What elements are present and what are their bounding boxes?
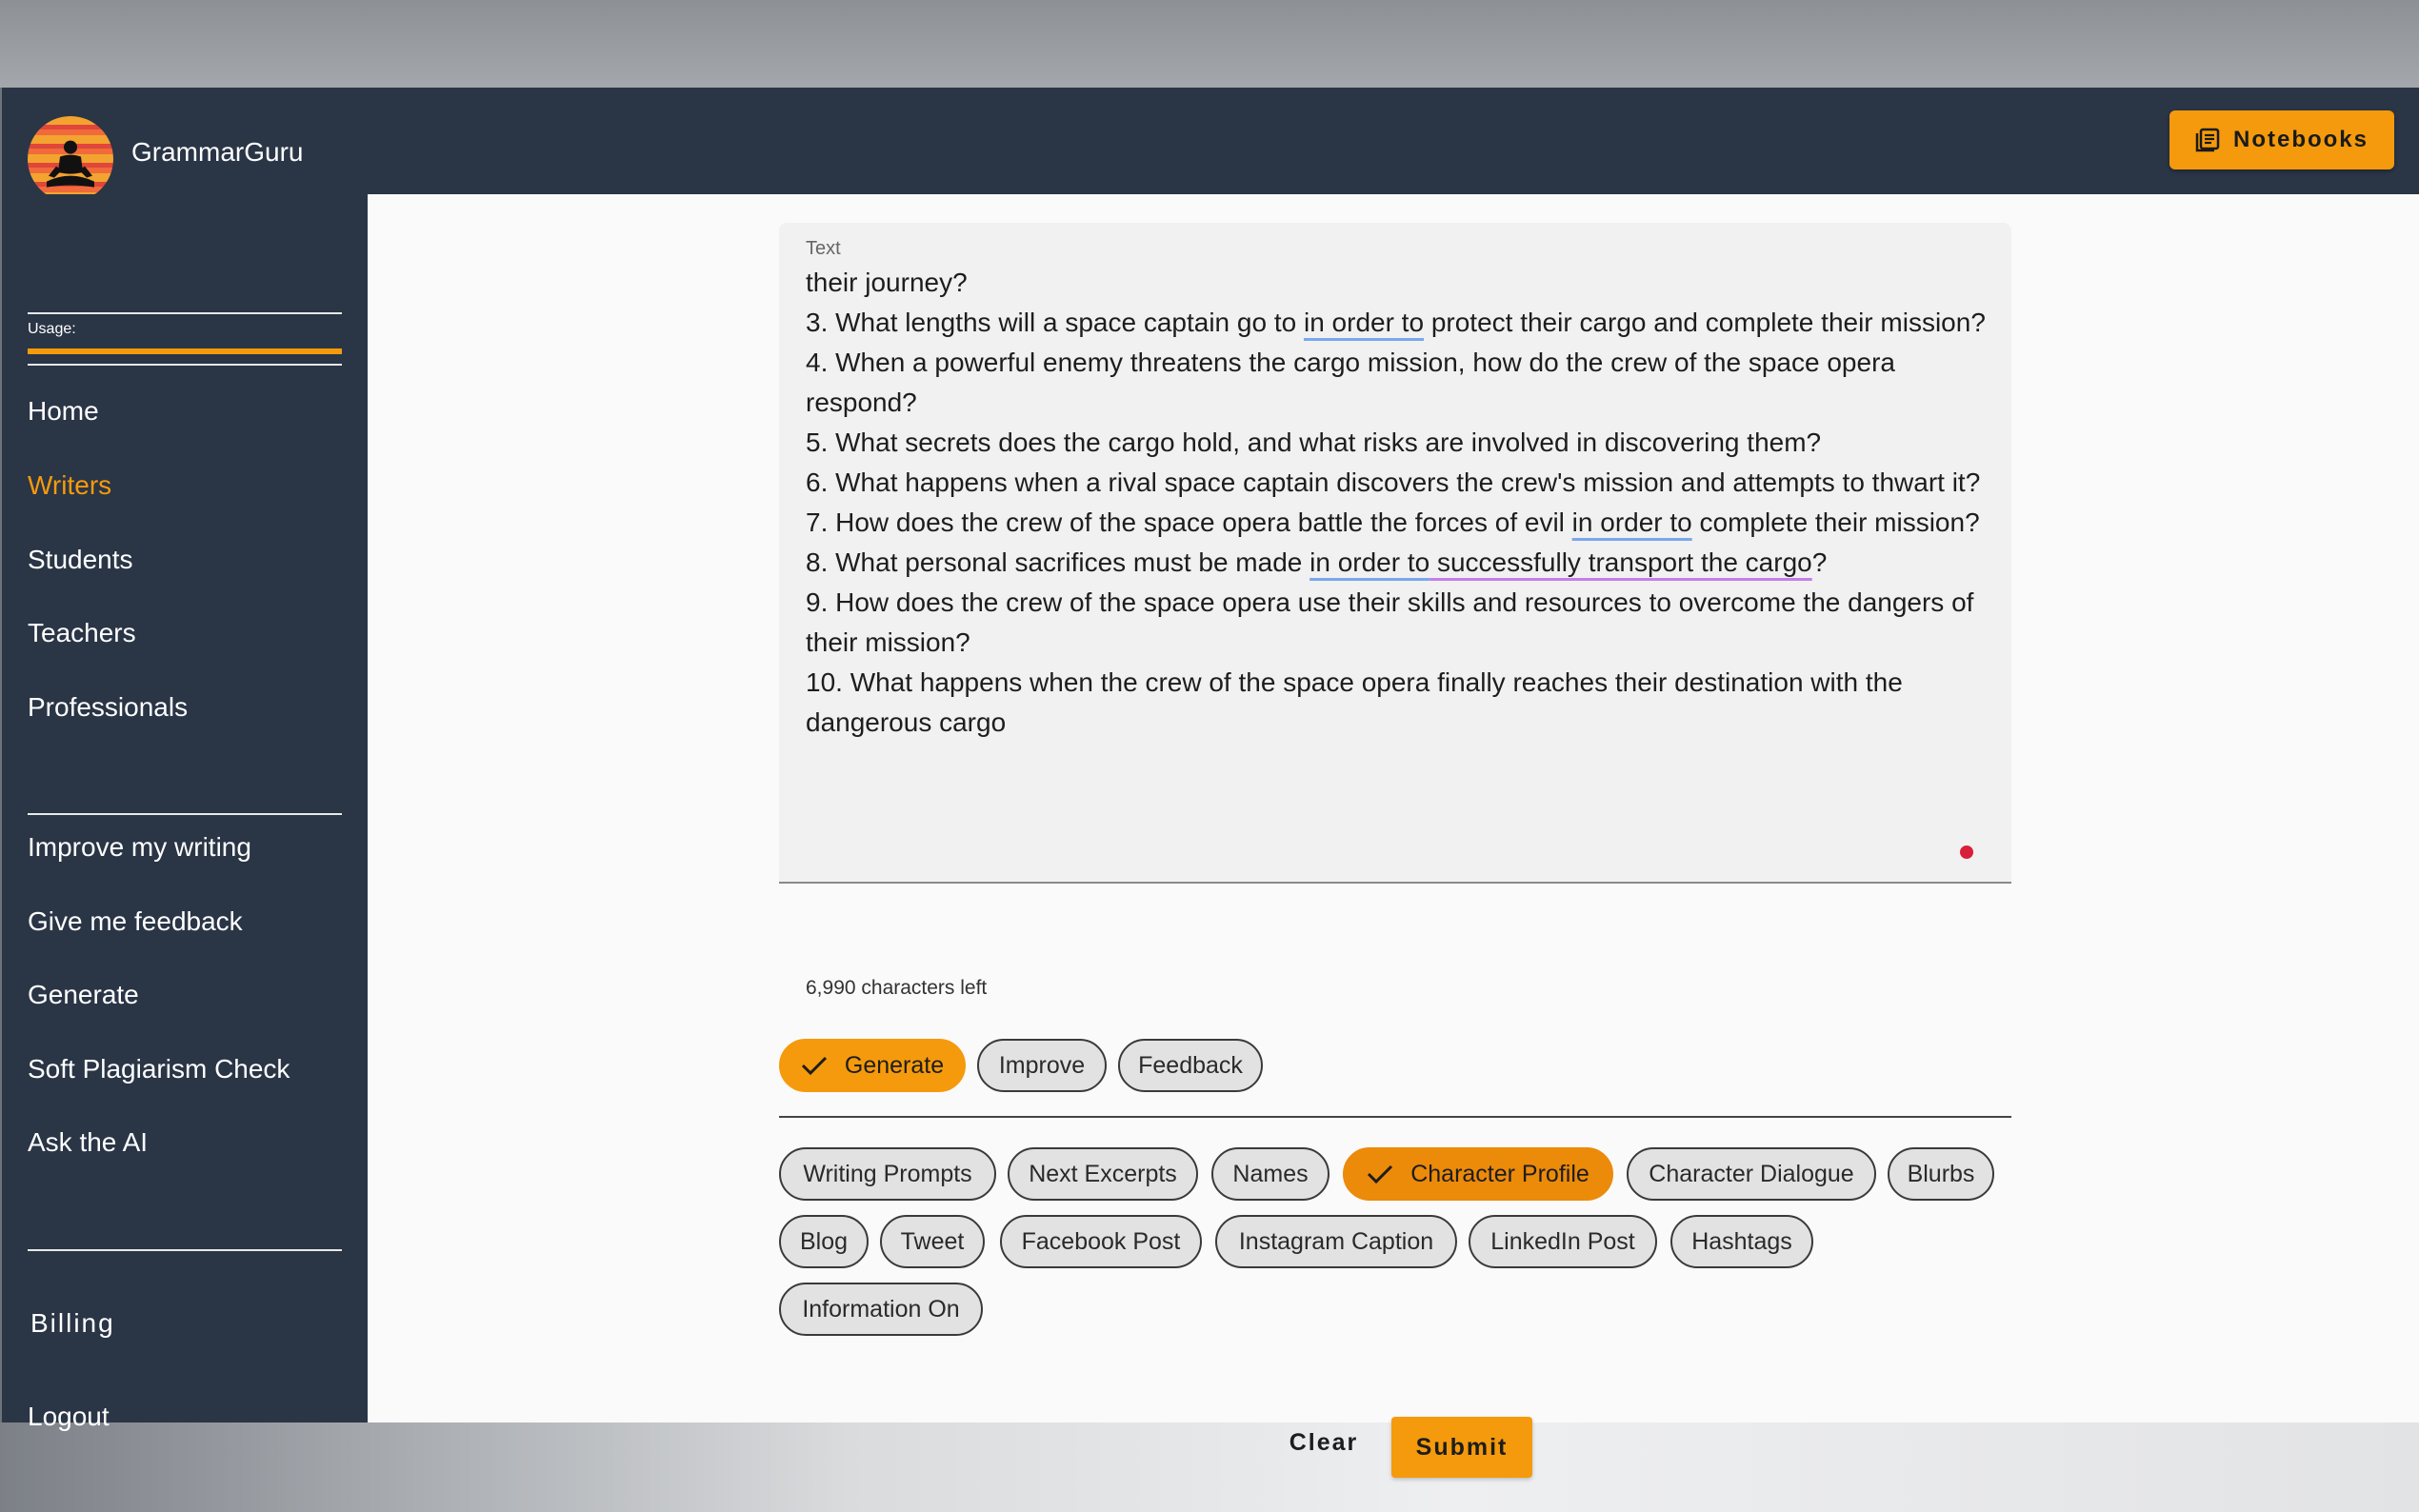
type-chip-names[interactable] — [1211, 1147, 1329, 1201]
text-line: 10. What happens when the crew of the space opera finally reaches their destination with the dangerous cargo — [806, 667, 1910, 737]
sidebar-item-logout[interactable]: Logout — [28, 1402, 110, 1431]
text-line: 9. How does the crew of the space opera use their skills and resources to overcome the dangers of their mission? — [806, 587, 1982, 657]
clear-button[interactable]: Clear — [1265, 1418, 1383, 1467]
sidebar-item-improve-writing[interactable]: Improve my writing — [28, 832, 251, 862]
type-chip-blog[interactable] — [779, 1215, 869, 1268]
mode-chip-generate[interactable] — [779, 1039, 966, 1092]
chip-label: Character Profile — [1410, 1160, 1589, 1187]
chip-label: Instagram Caption — [1238, 1227, 1434, 1255]
text-line: ? — [1811, 547, 1828, 577]
text-line: 8. What personal sacrifices must be made — [806, 547, 1310, 577]
sidebar — [2, 194, 368, 1431]
text-input-area[interactable] — [779, 223, 2011, 884]
notebook-icon — [2195, 128, 2220, 152]
character-count: 6,990 characters left — [806, 977, 988, 999]
meditator-icon — [43, 138, 98, 191]
text-line: their journey? — [806, 268, 968, 297]
desktop-background-bottom — [0, 1422, 2419, 1512]
sidebar-item-plagiarism-check[interactable]: Soft Plagiarism Check — [28, 1054, 290, 1084]
submit-button[interactable]: Submit — [1391, 1417, 1532, 1478]
chip-label: Feedback — [1138, 1051, 1243, 1079]
sidebar-divider — [28, 364, 342, 366]
brand-name: GrammarGuru — [131, 137, 304, 167]
type-chip-blurbs[interactable] — [1888, 1147, 1994, 1201]
grammar-suggestion[interactable]: in order to — [1303, 308, 1425, 337]
sidebar-divider — [28, 312, 342, 314]
grammar-suggestion[interactable]: in order to — [1571, 507, 1692, 537]
grammar-suggestion[interactable]: in order to — [1309, 547, 1430, 577]
type-chip-tweet[interactable] — [880, 1215, 985, 1268]
chip-label: Information On — [802, 1295, 960, 1323]
sidebar-divider — [28, 1249, 342, 1251]
type-chip-information-on[interactable] — [779, 1283, 983, 1336]
chip-label: Blog — [799, 1227, 849, 1255]
sidebar-item-professionals[interactable]: Professionals — [28, 692, 189, 722]
chip-label: LinkedIn Post — [1490, 1227, 1635, 1255]
chip-label: Character Dialogue — [1649, 1160, 1854, 1187]
sidebar-item-billing[interactable]: Billing — [30, 1308, 115, 1338]
text-line: complete their mission? — [1691, 507, 1980, 537]
text-content[interactable] — [806, 263, 1996, 743]
chip-label: Facebook Post — [1021, 1227, 1181, 1255]
type-chip-writing-prompts[interactable] — [779, 1147, 996, 1201]
issue-indicator-icon[interactable] — [1960, 846, 1973, 859]
text-line: 5. What secrets does the cargo hold, and what risks are involved in discovering them? — [806, 428, 1822, 457]
sidebar-item-give-feedback[interactable]: Give me feedback — [28, 906, 243, 936]
sidebar-item-ask-ai[interactable]: Ask the AI — [28, 1127, 149, 1157]
sidebar-item-students[interactable]: Students — [28, 545, 133, 574]
mode-chip-improve[interactable] — [977, 1039, 1107, 1092]
chip-label: Hashtags — [1691, 1227, 1792, 1255]
chip-label: Tweet — [900, 1227, 965, 1255]
type-chip-character-dialogue[interactable] — [1627, 1147, 1876, 1201]
chip-label: Improve — [998, 1051, 1086, 1079]
sidebar-item-teachers[interactable]: Teachers — [28, 618, 136, 647]
main-content — [368, 194, 2419, 1461]
mode-chip-feedback[interactable] — [1118, 1039, 1263, 1092]
chip-label: Next Excerpts — [1029, 1160, 1177, 1187]
text-line: protect their cargo and complete their mission? — [1424, 308, 1986, 337]
type-chip-hashtags[interactable] — [1670, 1215, 1813, 1268]
text-line: 4. When a powerful enemy threatens the cargo mission, how do the crew of the space opera respond? — [806, 348, 1903, 417]
top-bar — [2, 88, 2419, 194]
style-suggestion[interactable]: successfully transport the cargo — [1429, 547, 1812, 577]
chip-label: Blurbs — [1907, 1160, 1975, 1187]
text-line: 3. What lengths will a space captain go to — [806, 308, 1304, 337]
chip-label: Generate — [844, 1051, 945, 1079]
sidebar-item-home[interactable]: Home — [28, 396, 99, 426]
text-line: 6. What happens when a rival space captain discovers the crew's mission and attempts to thwart it? — [806, 468, 1981, 497]
notebooks-label: Notebooks — [2232, 127, 2369, 152]
sidebar-item-writers[interactable]: Writers — [28, 470, 112, 500]
app-window — [2, 88, 2419, 1461]
type-chip-instagram-caption[interactable] — [1215, 1215, 1457, 1268]
usage-label: Usage: — [28, 321, 76, 337]
type-chip-character-profile[interactable] — [1343, 1147, 1613, 1201]
check-icon — [1367, 1164, 1393, 1184]
chip-label: Names — [1232, 1160, 1309, 1187]
usage-bar — [28, 348, 342, 354]
type-chip-next-excerpts[interactable] — [1008, 1147, 1198, 1201]
text-line: 7. How does the crew of the space opera battle the forces of evil — [806, 507, 1572, 537]
notebooks-button[interactable] — [2169, 110, 2394, 169]
sidebar-item-generate[interactable]: Generate — [28, 980, 139, 1009]
type-chip-linkedin-post[interactable] — [1469, 1215, 1657, 1268]
section-divider — [779, 1116, 2011, 1118]
sidebar-divider — [28, 813, 342, 815]
desktop-background-top — [0, 0, 2419, 88]
text-field-label: Text — [806, 238, 841, 259]
chip-label: Writing Prompts — [803, 1160, 972, 1187]
check-icon — [801, 1055, 828, 1076]
type-chip-facebook-post[interactable] — [1000, 1215, 1202, 1268]
logo-icon[interactable] — [28, 116, 113, 202]
